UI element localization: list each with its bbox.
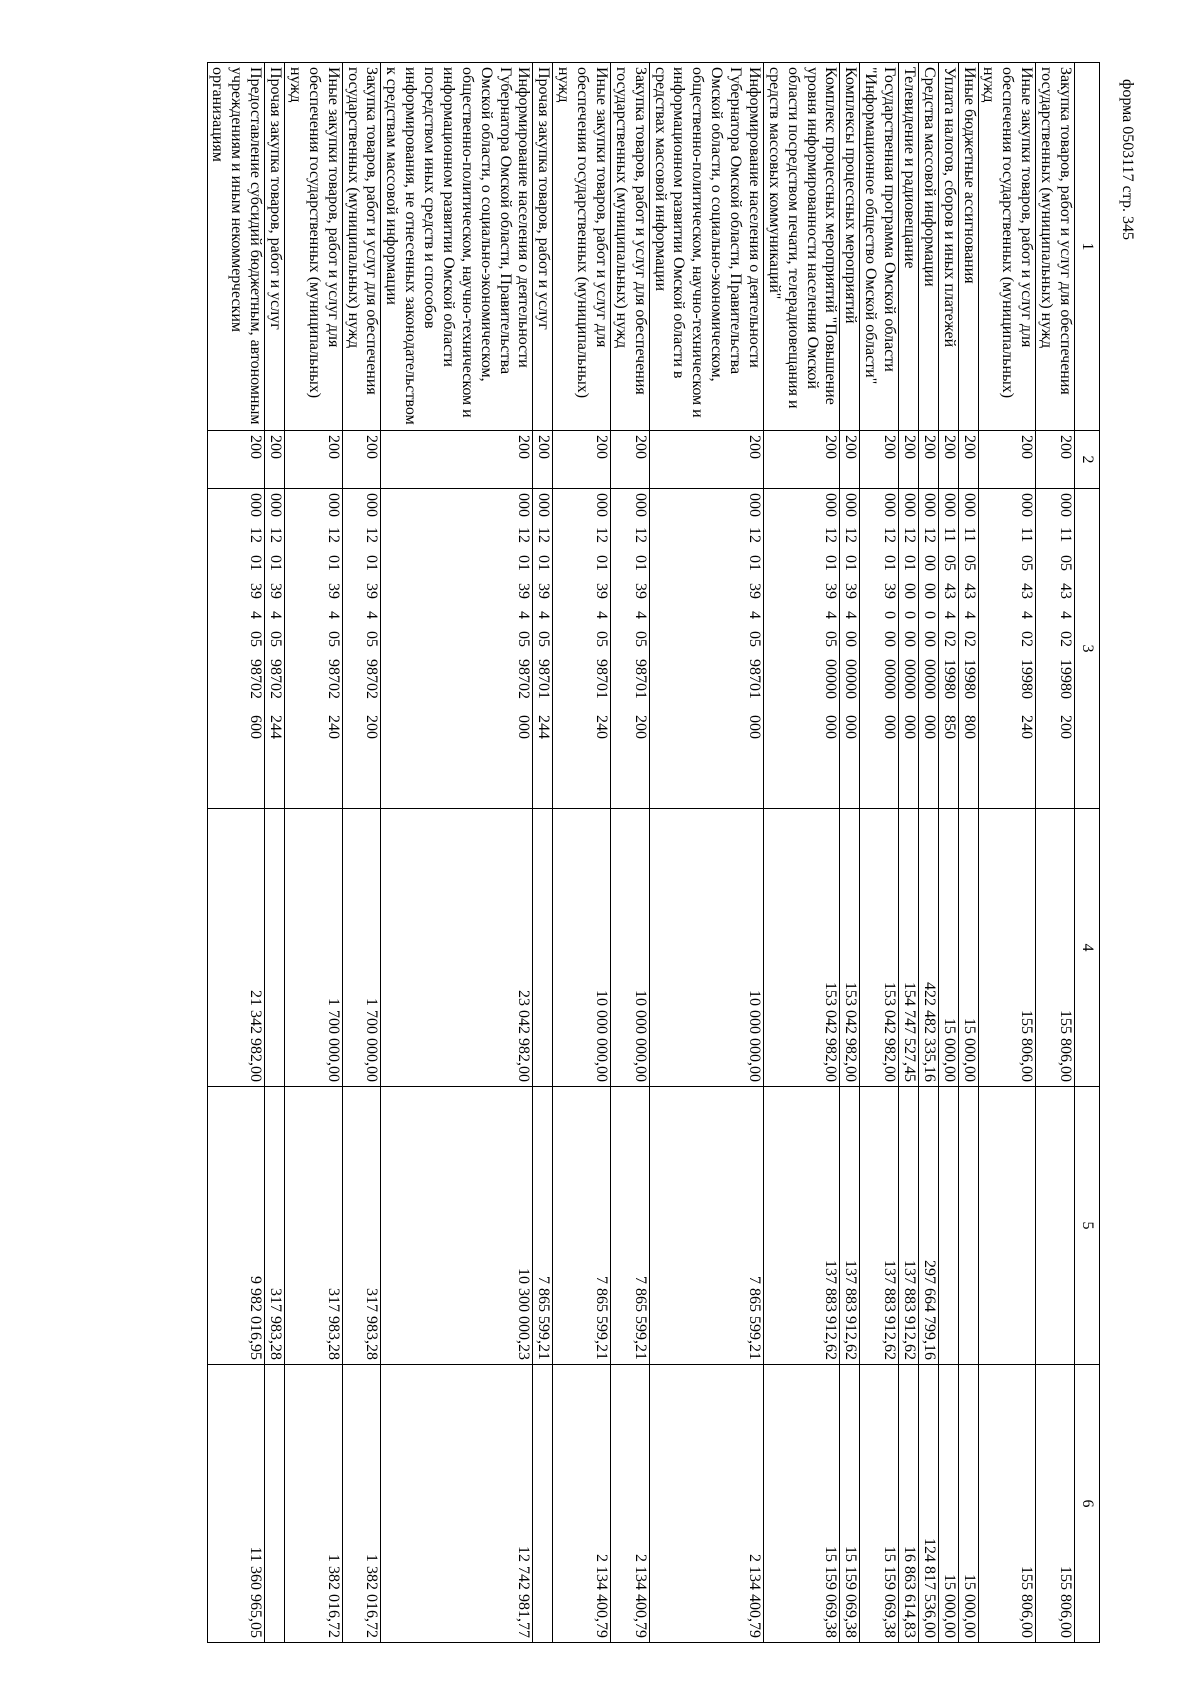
csr-segment: 05	[267, 631, 285, 647]
row-rest-cell: 15 159 069,38	[764, 1365, 841, 1643]
row-done-cell: 7 865 599,21	[553, 1087, 611, 1365]
row-rest-cell: 2 134 400,79	[553, 1365, 611, 1643]
table-row	[978, 63, 1036, 1643]
column-header: 5	[1075, 1087, 1100, 1365]
row-code-cell: 200	[649, 431, 763, 489]
row-plan-cell: 10 000 000,00	[611, 809, 650, 1087]
csr-segment: 4	[746, 611, 763, 619]
csr-segment: 05	[593, 631, 610, 647]
csr-segment: 12	[535, 527, 553, 543]
csr-segment: 12	[631, 527, 649, 543]
csr-segment: 12	[901, 527, 918, 543]
csr-segment: 4	[324, 611, 342, 619]
row-name-cell: Телевидение и радиовещание	[899, 63, 919, 431]
csr-segment: 000	[267, 493, 285, 517]
csr-segment: 43	[1018, 583, 1036, 599]
csr-segment: 0	[901, 611, 918, 619]
csr-segment: 39	[247, 583, 265, 599]
row-name-cell: Комплекс процессных мероприятий "Повышение уровня информированности населения Омской области посредством печати, телерадиовещания и средств массовых коммуникаций"	[764, 63, 841, 431]
row-name-cell: Иные бюджетные ассигнования	[958, 63, 978, 431]
csr-segment: 000	[363, 493, 381, 517]
row-done-cell: 137 883 912,62	[899, 1087, 919, 1365]
csr-segment: 39	[515, 583, 533, 599]
row-name-cell: Информирование населения о деятельности Губернатора Омской области, Правительства Омской области, о социально-экономическом, общественно-политическом, научно-техническом и информационном развитии Омской области посредством иных средств и способов информирования, не отнесенных законодательством к средствам массовой информации	[381, 63, 533, 431]
csr-segment: 4	[1057, 611, 1074, 619]
table-row	[553, 63, 611, 1643]
row-rest-cell: 15 159 069,38	[860, 1365, 899, 1643]
csr-segment: 00000	[822, 659, 840, 699]
csr-segment: 4	[960, 611, 978, 619]
csr-segment: 000	[535, 493, 553, 517]
column-header: 1	[1075, 63, 1100, 431]
csr-segment: 4	[363, 611, 381, 619]
row-csr-cell	[649, 489, 763, 809]
csr-segment: 39	[324, 583, 342, 599]
csr-segment: 00000	[842, 659, 860, 699]
row-name-cell: Государственная программа Омской области "Информационное общество Омской области"	[860, 63, 899, 431]
csr-segment: 12	[822, 527, 840, 543]
csr-segment: 01	[822, 555, 840, 571]
csr-segment: 4	[842, 611, 860, 619]
row-done-cell	[958, 1087, 978, 1365]
table-row	[381, 63, 533, 1643]
csr-segment: 98701	[535, 659, 553, 699]
csr-segment: 000	[901, 493, 918, 517]
row-code-cell: 200	[553, 431, 611, 489]
row-plan-cell: 1 700 000,00	[285, 809, 343, 1087]
csr-segment: 11	[940, 527, 958, 543]
table-row	[611, 63, 650, 1643]
form-reference: форма 0503117 стр. 345	[1119, 79, 1136, 240]
table-row	[860, 63, 899, 1643]
csr-segment: 39	[363, 583, 381, 599]
csr-segment: 01	[842, 555, 860, 571]
csr-segment: 02	[1018, 631, 1036, 647]
row-code-cell: 200	[958, 431, 978, 489]
row-code-cell: 200	[840, 431, 860, 489]
row-csr-cell	[285, 489, 343, 809]
table-row	[265, 63, 285, 1643]
csr-segment: 43	[940, 583, 958, 599]
row-done-cell: 10 300 000,23	[381, 1087, 533, 1365]
csr-segment: 02	[1057, 631, 1074, 647]
row-plan-cell: 153 042 982,00	[860, 809, 899, 1087]
csr-segment: 00	[901, 583, 918, 599]
csr-segment: 000	[842, 715, 860, 739]
csr-segment: 39	[881, 583, 899, 599]
csr-segment: 000	[515, 493, 533, 517]
row-rest-cell: 12 742 981,77	[381, 1365, 533, 1643]
csr-segment: 4	[1018, 611, 1036, 619]
row-done-cell: 317 983,28	[285, 1087, 343, 1365]
csr-segment: 000	[822, 715, 840, 739]
csr-segment: 11	[960, 527, 978, 543]
report-table-body	[207, 63, 1099, 1643]
csr-segment: 05	[535, 631, 553, 647]
row-rest-cell: 15 000,00	[958, 1365, 978, 1643]
csr-segment: 12	[881, 527, 899, 543]
csr-segment: 12	[324, 527, 342, 543]
csr-segment: 12	[363, 527, 381, 543]
table-row	[533, 63, 553, 1643]
csr-segment: 800	[960, 715, 978, 739]
csr-segment: 4	[247, 611, 265, 619]
csr-segment: 4	[515, 611, 533, 619]
table-row	[1036, 63, 1075, 1643]
csr-segment: 98701	[746, 659, 763, 699]
csr-segment: 4	[631, 611, 649, 619]
csr-segment: 98701	[593, 659, 610, 699]
table-row	[919, 63, 939, 1643]
table-row	[840, 63, 860, 1643]
row-rest-cell: 1 382 016,72	[285, 1365, 343, 1643]
row-csr-cell	[919, 489, 939, 809]
csr-segment: 05	[940, 555, 958, 571]
csr-segment: 19980	[1057, 659, 1074, 699]
csr-segment: 05	[631, 631, 649, 647]
csr-segment: 19980	[940, 659, 958, 699]
csr-segment: 000	[881, 715, 899, 739]
column-header: 3	[1075, 489, 1100, 809]
row-done-cell: 297 664 799,16	[919, 1087, 939, 1365]
csr-segment: 05	[247, 631, 265, 647]
table-row	[958, 63, 978, 1643]
csr-segment: 000	[881, 493, 899, 517]
csr-segment: 4	[535, 611, 553, 619]
csr-segment: 98702	[515, 659, 533, 699]
csr-segment: 600	[247, 715, 265, 739]
csr-segment: 05	[324, 631, 342, 647]
row-plan-cell: 15 000,00	[938, 809, 958, 1087]
csr-segment: 200	[631, 715, 649, 739]
csr-segment: 850	[940, 715, 958, 739]
csr-segment: 39	[267, 583, 285, 599]
row-name-cell: Прочая закупка товаров, работ и услуг	[533, 63, 553, 431]
row-plan-cell: 15 000,00	[958, 809, 978, 1087]
row-csr-cell	[899, 489, 919, 809]
csr-segment: 05	[822, 631, 840, 647]
row-done-cell: 317 983,28	[342, 1087, 381, 1365]
row-plan-cell: 153 042 982,00	[764, 809, 841, 1087]
csr-segment: 000	[515, 715, 533, 739]
row-name-cell: Закупка товаров, работ и услуг для обеспечения государственных (муниципальных) нужд	[1036, 63, 1075, 431]
csr-segment: 000	[842, 493, 860, 517]
row-code-cell: 200	[207, 431, 265, 489]
csr-segment: 000	[324, 493, 342, 517]
row-code-cell: 200	[764, 431, 841, 489]
csr-segment: 01	[593, 555, 610, 571]
csr-segment: 01	[631, 555, 649, 571]
row-plan-cell: 422 482 335,16	[919, 809, 939, 1087]
csr-segment: 12	[515, 527, 533, 543]
csr-segment: 01	[363, 555, 381, 571]
row-done-cell: 7 865 599,21	[611, 1087, 650, 1365]
row-plan-cell: 21 342 982,00	[207, 809, 265, 1087]
row-name-cell: Закупка товаров, работ и услуг для обеспечения государственных (муниципальных) нужд	[611, 63, 650, 431]
row-csr-cell	[958, 489, 978, 809]
csr-segment: 43	[1057, 583, 1074, 599]
row-done-cell	[1036, 1087, 1075, 1365]
row-csr-cell	[1036, 489, 1075, 809]
csr-segment: 39	[631, 583, 649, 599]
csr-segment: 12	[593, 527, 610, 543]
csr-segment: 4	[940, 611, 958, 619]
row-name-cell: Иные закупки товаров, работ и услуг для обеспечения государственных (муниципальных) нужд	[978, 63, 1036, 431]
csr-segment: 000	[1057, 493, 1074, 517]
row-code-cell: 200	[381, 431, 533, 489]
row-rest-cell: 155 806,00	[1036, 1365, 1075, 1643]
csr-segment: 200	[363, 715, 381, 739]
csr-segment: 98702	[267, 659, 285, 699]
row-code-cell: 200	[533, 431, 553, 489]
csr-segment: 39	[842, 583, 860, 599]
row-rest-cell	[265, 1365, 285, 1643]
row-csr-cell	[860, 489, 899, 809]
csr-segment: 12	[267, 527, 285, 543]
csr-segment: 98702	[324, 659, 342, 699]
row-rest-cell: 1 382 016,72	[342, 1365, 381, 1643]
row-rest-cell: 15 159 069,38	[840, 1365, 860, 1643]
row-rest-cell: 124 817 536,00	[919, 1365, 939, 1643]
row-rest-cell: 16 863 614,83	[899, 1365, 919, 1643]
csr-segment: 05	[960, 555, 978, 571]
csr-segment: 39	[746, 583, 763, 599]
table-row	[342, 63, 381, 1643]
row-code-cell: 200	[860, 431, 899, 489]
row-csr-cell	[533, 489, 553, 809]
row-plan-cell	[533, 809, 553, 1087]
row-plan-cell: 155 806,00	[978, 809, 1036, 1087]
csr-segment: 200	[1057, 715, 1074, 739]
csr-segment: 01	[324, 555, 342, 571]
csr-segment: 02	[960, 631, 978, 647]
csr-segment: 00	[920, 583, 938, 599]
row-rest-cell: 2 134 400,79	[611, 1365, 650, 1643]
csr-segment: 000	[920, 715, 938, 739]
row-name-cell: Информирование населения о деятельности Губернатора Омской области, Правительства Омской области, о социально-экономическом, общественно-политическом, научно-техническом и информационном развитии Омской области в средствах массовой информации	[649, 63, 763, 431]
row-plan-cell: 10 000 000,00	[649, 809, 763, 1087]
csr-segment: 01	[881, 555, 899, 571]
csr-segment: 244	[267, 715, 285, 739]
csr-segment: 244	[535, 715, 553, 739]
csr-segment: 00000	[881, 659, 899, 699]
csr-segment: 240	[593, 715, 610, 739]
csr-segment: 240	[324, 715, 342, 739]
csr-segment: 98702	[247, 659, 265, 699]
row-name-cell: Закупка товаров, работ и услуг для обеспечения государственных (муниципальных) нужд	[342, 63, 381, 431]
row-csr-cell	[553, 489, 611, 809]
csr-segment: 00	[881, 631, 899, 647]
csr-segment: 05	[746, 631, 763, 647]
row-csr-cell	[938, 489, 958, 809]
row-done-cell: 137 883 912,62	[764, 1087, 841, 1365]
row-done-cell: 137 883 912,62	[840, 1087, 860, 1365]
csr-segment: 12	[746, 527, 763, 543]
csr-segment: 00	[901, 631, 918, 647]
table-row	[764, 63, 841, 1643]
csr-segment: 19980	[960, 659, 978, 699]
row-name-cell: Средства массовой информации	[919, 63, 939, 431]
row-done-cell	[938, 1087, 958, 1365]
csr-segment: 240	[1018, 715, 1036, 739]
row-code-cell: 200	[1036, 431, 1075, 489]
row-name-cell: Иные закупки товаров, работ и услуг для обеспечения государственных (муниципальных) нужд	[285, 63, 343, 431]
csr-segment: 12	[920, 527, 938, 543]
row-done-cell: 317 983,28	[265, 1087, 285, 1365]
row-plan-cell: 10 000 000,00	[553, 809, 611, 1087]
csr-segment: 39	[822, 583, 840, 599]
row-done-cell	[978, 1087, 1036, 1365]
csr-segment: 01	[901, 555, 918, 571]
report-table	[207, 62, 1100, 1643]
row-code-cell: 200	[342, 431, 381, 489]
csr-segment: 01	[746, 555, 763, 571]
row-name-cell: Предоставление субсидий бюджетным, автономным учреждениям и иным некоммерческим организациям	[207, 63, 265, 431]
row-csr-cell	[381, 489, 533, 809]
row-done-cell: 9 982 016,95	[207, 1087, 265, 1365]
csr-segment: 02	[940, 631, 958, 647]
csr-segment: 11	[1057, 527, 1074, 543]
csr-segment: 98701	[631, 659, 649, 699]
csr-segment: 000	[631, 493, 649, 517]
csr-segment: 000	[960, 493, 978, 517]
row-rest-cell: 2 134 400,79	[649, 1365, 763, 1643]
csr-segment: 0	[920, 611, 938, 619]
row-rest-cell: 155 806,00	[978, 1365, 1036, 1643]
row-name-cell: Прочая закупка товаров, работ и услуг	[265, 63, 285, 431]
csr-segment: 000	[822, 493, 840, 517]
csr-segment: 01	[515, 555, 533, 571]
row-name-cell: Иные закупки товаров, работ и услуг для обеспечения государственных (муниципальных) нужд	[553, 63, 611, 431]
csr-segment: 05	[1018, 555, 1036, 571]
row-done-cell: 137 883 912,62	[860, 1087, 899, 1365]
row-csr-cell	[265, 489, 285, 809]
csr-segment: 43	[960, 583, 978, 599]
csr-segment: 0	[881, 611, 899, 619]
csr-segment: 05	[1057, 555, 1074, 571]
row-code-cell: 200	[265, 431, 285, 489]
csr-segment: 000	[593, 493, 610, 517]
column-number-row	[1075, 63, 1100, 1643]
csr-segment: 01	[535, 555, 553, 571]
csr-segment: 00000	[920, 659, 938, 699]
csr-segment: 11	[1018, 527, 1036, 543]
rotated-table-container	[108, 62, 1100, 1642]
csr-segment: 00	[920, 555, 938, 571]
csr-segment: 00	[842, 631, 860, 647]
csr-segment: 19980	[1018, 659, 1036, 699]
row-csr-cell	[611, 489, 650, 809]
csr-segment: 05	[515, 631, 533, 647]
csr-segment: 12	[842, 527, 860, 543]
row-csr-cell	[764, 489, 841, 809]
row-csr-cell	[840, 489, 860, 809]
row-name-cell: Комплексы процессных мероприятий	[840, 63, 860, 431]
row-done-cell: 7 865 599,21	[533, 1087, 553, 1365]
row-plan-cell: 153 042 982,00	[840, 809, 860, 1087]
row-rest-cell: 15 000,00	[938, 1365, 958, 1643]
row-csr-cell	[978, 489, 1036, 809]
csr-segment: 4	[822, 611, 840, 619]
table-row	[899, 63, 919, 1643]
row-plan-cell	[265, 809, 285, 1087]
row-plan-cell: 154 747 527,45	[899, 809, 919, 1087]
row-name-cell: Уплата налогов, сборов и иных платежей	[938, 63, 958, 431]
row-code-cell: 200	[978, 431, 1036, 489]
table-row	[938, 63, 958, 1643]
csr-segment: 12	[247, 527, 265, 543]
csr-segment: 00000	[901, 659, 918, 699]
csr-segment: 000	[901, 715, 918, 739]
table-row	[649, 63, 763, 1643]
csr-segment: 000	[1018, 493, 1036, 517]
column-header: 6	[1075, 1365, 1100, 1643]
row-code-cell: 200	[611, 431, 650, 489]
row-plan-cell: 155 806,00	[1036, 809, 1075, 1087]
row-code-cell: 200	[938, 431, 958, 489]
column-header: 4	[1075, 809, 1100, 1087]
csr-segment: 000	[940, 493, 958, 517]
csr-segment: 000	[746, 493, 763, 517]
table-row	[285, 63, 343, 1643]
csr-segment: 000	[247, 493, 265, 517]
csr-segment: 39	[593, 583, 610, 599]
csr-segment: 4	[267, 611, 285, 619]
csr-segment: 000	[920, 493, 938, 517]
row-csr-cell	[342, 489, 381, 809]
csr-segment: 01	[247, 555, 265, 571]
row-csr-cell	[207, 489, 265, 809]
csr-segment: 39	[535, 583, 553, 599]
row-code-cell: 200	[899, 431, 919, 489]
csr-segment: 4	[593, 611, 610, 619]
csr-segment: 00	[920, 631, 938, 647]
csr-segment: 98702	[363, 659, 381, 699]
row-code-cell: 200	[919, 431, 939, 489]
row-code-cell: 200	[285, 431, 343, 489]
csr-segment: 01	[267, 555, 285, 571]
csr-segment: 000	[746, 715, 763, 739]
row-done-cell: 7 865 599,21	[649, 1087, 763, 1365]
csr-segment: 05	[363, 631, 381, 647]
row-rest-cell: 11 360 965,05	[207, 1365, 265, 1643]
column-header: 2	[1075, 431, 1100, 489]
row-rest-cell	[533, 1365, 553, 1643]
table-row	[207, 63, 265, 1643]
row-plan-cell: 1 700 000,00	[342, 809, 381, 1087]
row-plan-cell: 23 042 982,00	[381, 809, 533, 1087]
